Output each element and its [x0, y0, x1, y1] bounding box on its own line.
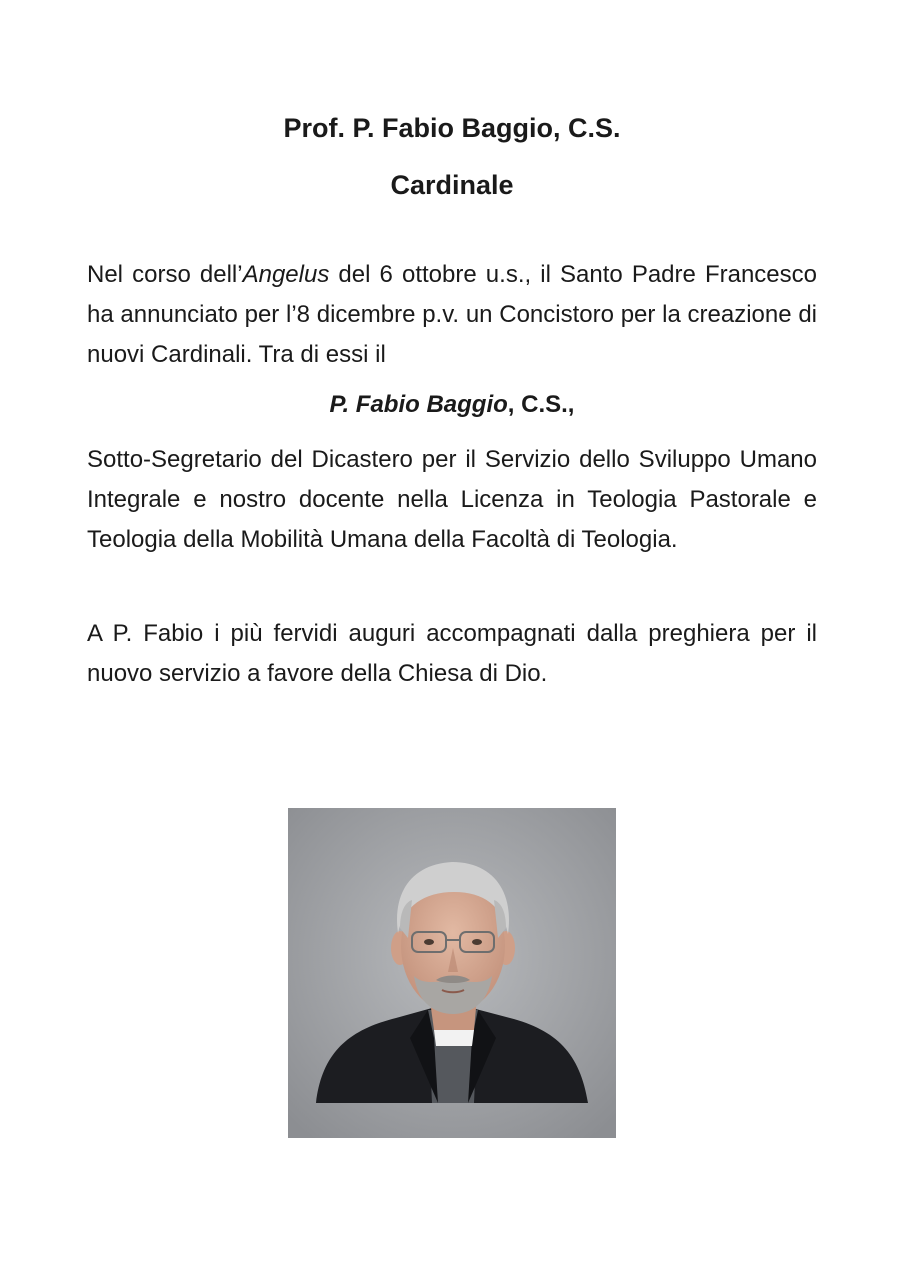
- cardinal-name: P. Fabio Baggio: [329, 391, 508, 418]
- p1-text-after: del 6 ottobre u.s., il Santo Padre Francesco ha annunciato per l’8 dicembre p.v. un Concistoro per la creazione di nuovi Cardinali. Tra di essi il: [87, 261, 817, 368]
- document-subtitle: Cardinale: [390, 170, 514, 200]
- cardinal-name-line: [0, 385, 904, 425]
- wishes-paragraph: A P. Fabio i più fervidi auguri accompagnati dalla preghiera per il nuovo servizio a favore della Chiesa di Dio.: [87, 620, 817, 687]
- role-paragraph: Sotto-Segretario del Dicastero per il Servizio dello Sviluppo Umano Integrale e nostro docente nella Licenza in Teologia Pastorale e Teologia della Mobilità Umana della Facoltà di Teologia.: [87, 446, 817, 553]
- document-title: Prof. P. Fabio Baggio, C.S.: [283, 113, 621, 143]
- cardinal-order: , C.S.,: [507, 391, 575, 418]
- p1-text-before: Nel corso dell’: [87, 261, 243, 288]
- angelus-italic: Angelus: [242, 261, 330, 288]
- portrait-photo: [288, 808, 616, 1138]
- announcement-paragraph: [87, 255, 817, 375]
